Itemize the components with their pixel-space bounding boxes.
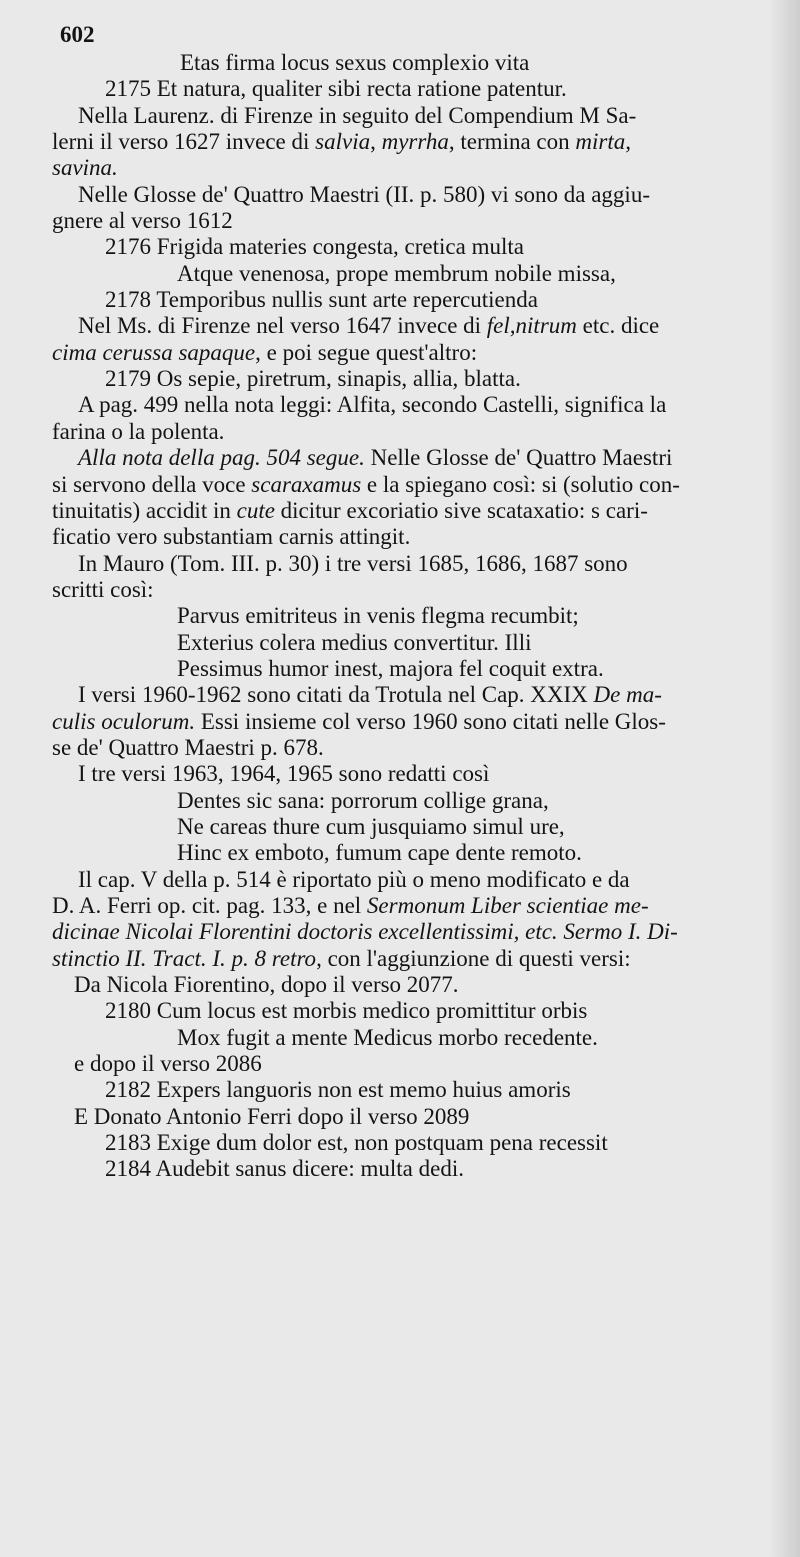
verse-line: Ne careas thure cum jusquiamo simul ure, [177,813,565,839]
verse-line: Dentes sic sana: porrorum collige grana, [177,787,549,813]
prose-line [52,682,772,708]
italic-term: dicinae Nicolai Florentini doctoris excellentissimi, etc. Sermo I. Di- [52,919,678,945]
text-span: Nelle Glosse de' Quattro Maestri [364,445,673,471]
prose-line: Da Nicola Fiorentino, dopo il verso 2077. [74,972,459,998]
italic-term: cute [236,497,275,523]
text-span: Essi insieme col verso 1960 sono citati nelle Glos- [195,708,666,734]
prose-line: se de' Quattro Maestri p. 678. [52,734,324,760]
text-span: etc. dice [576,313,660,339]
prose-line: e dopo il verso 2086 [74,1051,262,1077]
text-span: Nel Ms. di Firenze nel verso 1647 invece di [78,313,487,339]
prose-line: farina o la polenta. [52,418,225,444]
italic-term: savina. [52,155,118,181]
prose-line: ficatio vero substantiam carnis attingit. [52,524,411,550]
text-span: dicitur excoriatio sive scataxatio: s cari- [274,497,648,523]
prose-line [52,340,772,366]
text-span: tinuitatis) accidit in [52,497,237,523]
prose-line: In Mauro (Tom. III. p. 30) i tre versi 1685, 1686, 1687 sono [78,550,628,576]
verse-line: Atque venenosa, prope membrum nobile missa, [177,260,616,286]
prose-line [52,709,772,735]
text-span: I versi 1960-1962 sono citati da Trotula nel Cap. XXIX [78,682,594,708]
text-span: lerni il verso 1627 invece di [52,129,316,155]
prose-line: I tre versi 1963, 1964, 1965 sono redatti così [78,761,490,787]
verse-line: 2180 Cum locus est morbis medico promittitur orbis [105,998,588,1024]
italic-term: stinctio II. Tract. I. p. 8 retro [52,945,317,971]
verse-line: Hinc ex emboto, fumum cape dente remoto. [177,840,582,866]
prose-line: Nelle Glosse de' Quattro Maestri (II. p. 580) vi sono da aggiu- [78,181,650,207]
italic-term: Sermonum Liber scientiae me- [366,893,649,918]
verse-line: Mox fugit a mente Medicus morbo recedente. [177,1024,598,1050]
prose-line: Nella Laurenz. di Firenze in seguito del Compendium M Sa- [78,102,637,128]
page-body [52,50,772,1183]
prose-line: scritti così: [52,576,154,602]
text-span: , con l'aggiunzione di questi versi: [316,945,631,971]
text-span: , [370,129,382,155]
italic-term: salvia [315,129,371,155]
text-span: e la spiegano così: si (solutio con- [361,471,680,497]
italic-term: scaraxamus [251,471,362,497]
italic-term: De ma- [593,682,662,708]
verse-line: 2175 Et natura, qualiter sibi recta ratione patentur. [105,76,567,102]
text-span: si servono della voce [52,471,252,497]
verse-line: 2183 Exige dum dolor est, non postquam pena recessit [105,1130,608,1156]
prose-line [52,946,772,972]
prose-line [52,313,772,339]
verse-line: 2184 Audebit sanus dicere: multa dedi. [105,1156,464,1182]
page-number: 602 [60,22,95,47]
prose-line [52,129,772,155]
text-span: D. A. Ferri op. cit. pag. 133, e nel [52,893,367,918]
verse-line: 2182 Expers languoris non est memo huius amoris [105,1077,571,1103]
verse-line: Exterius colera medius convertitur. Illi [177,629,532,655]
prose-line: E Donato Antonio Ferri dopo il verso 2089 [74,1103,470,1129]
verse-line: Pessimus humor inest, majora fel coquit extra. [177,655,604,681]
italic-term: mirta, [575,129,631,155]
prose-line [52,155,772,181]
prose-line [52,498,772,524]
prose-line [52,893,772,919]
prose-line [52,919,772,945]
verse-line: Parvus emitriteus in venis flegma recumbit; [177,603,579,629]
verse-line: 2176 Frigida materies congesta, cretica multa [105,234,524,260]
verse-header: Etas firma locus sexus complexio vita [180,50,530,75]
prose-line: Il cap. V della p. 514 è riportato più o meno modificato e da [78,866,630,892]
prose-line: gnere al verso 1612 [52,208,233,234]
verse-line: 2178 Temporibus nullis sunt arte repercutienda [105,287,538,313]
text-span: , e poi segue quest'altro: [255,339,478,365]
italic-term: myrrha [381,129,449,155]
italic-term: fel,nitrum [486,313,577,339]
verse-line: 2179 Os sepie, piretrum, sinapis, allia, blatta. [105,366,521,392]
italic-term: cima cerussa sapaque [52,339,256,365]
prose-line [52,445,772,471]
italic-term: Alla nota della pag. 504 segue. [78,445,365,471]
text-span: , termina con [448,129,576,155]
italic-term: culis oculorum. [52,708,196,734]
prose-line: A pag. 499 nella nota leggi: Alfita, secondo Castelli, significa la [78,392,667,418]
prose-line [52,472,772,498]
